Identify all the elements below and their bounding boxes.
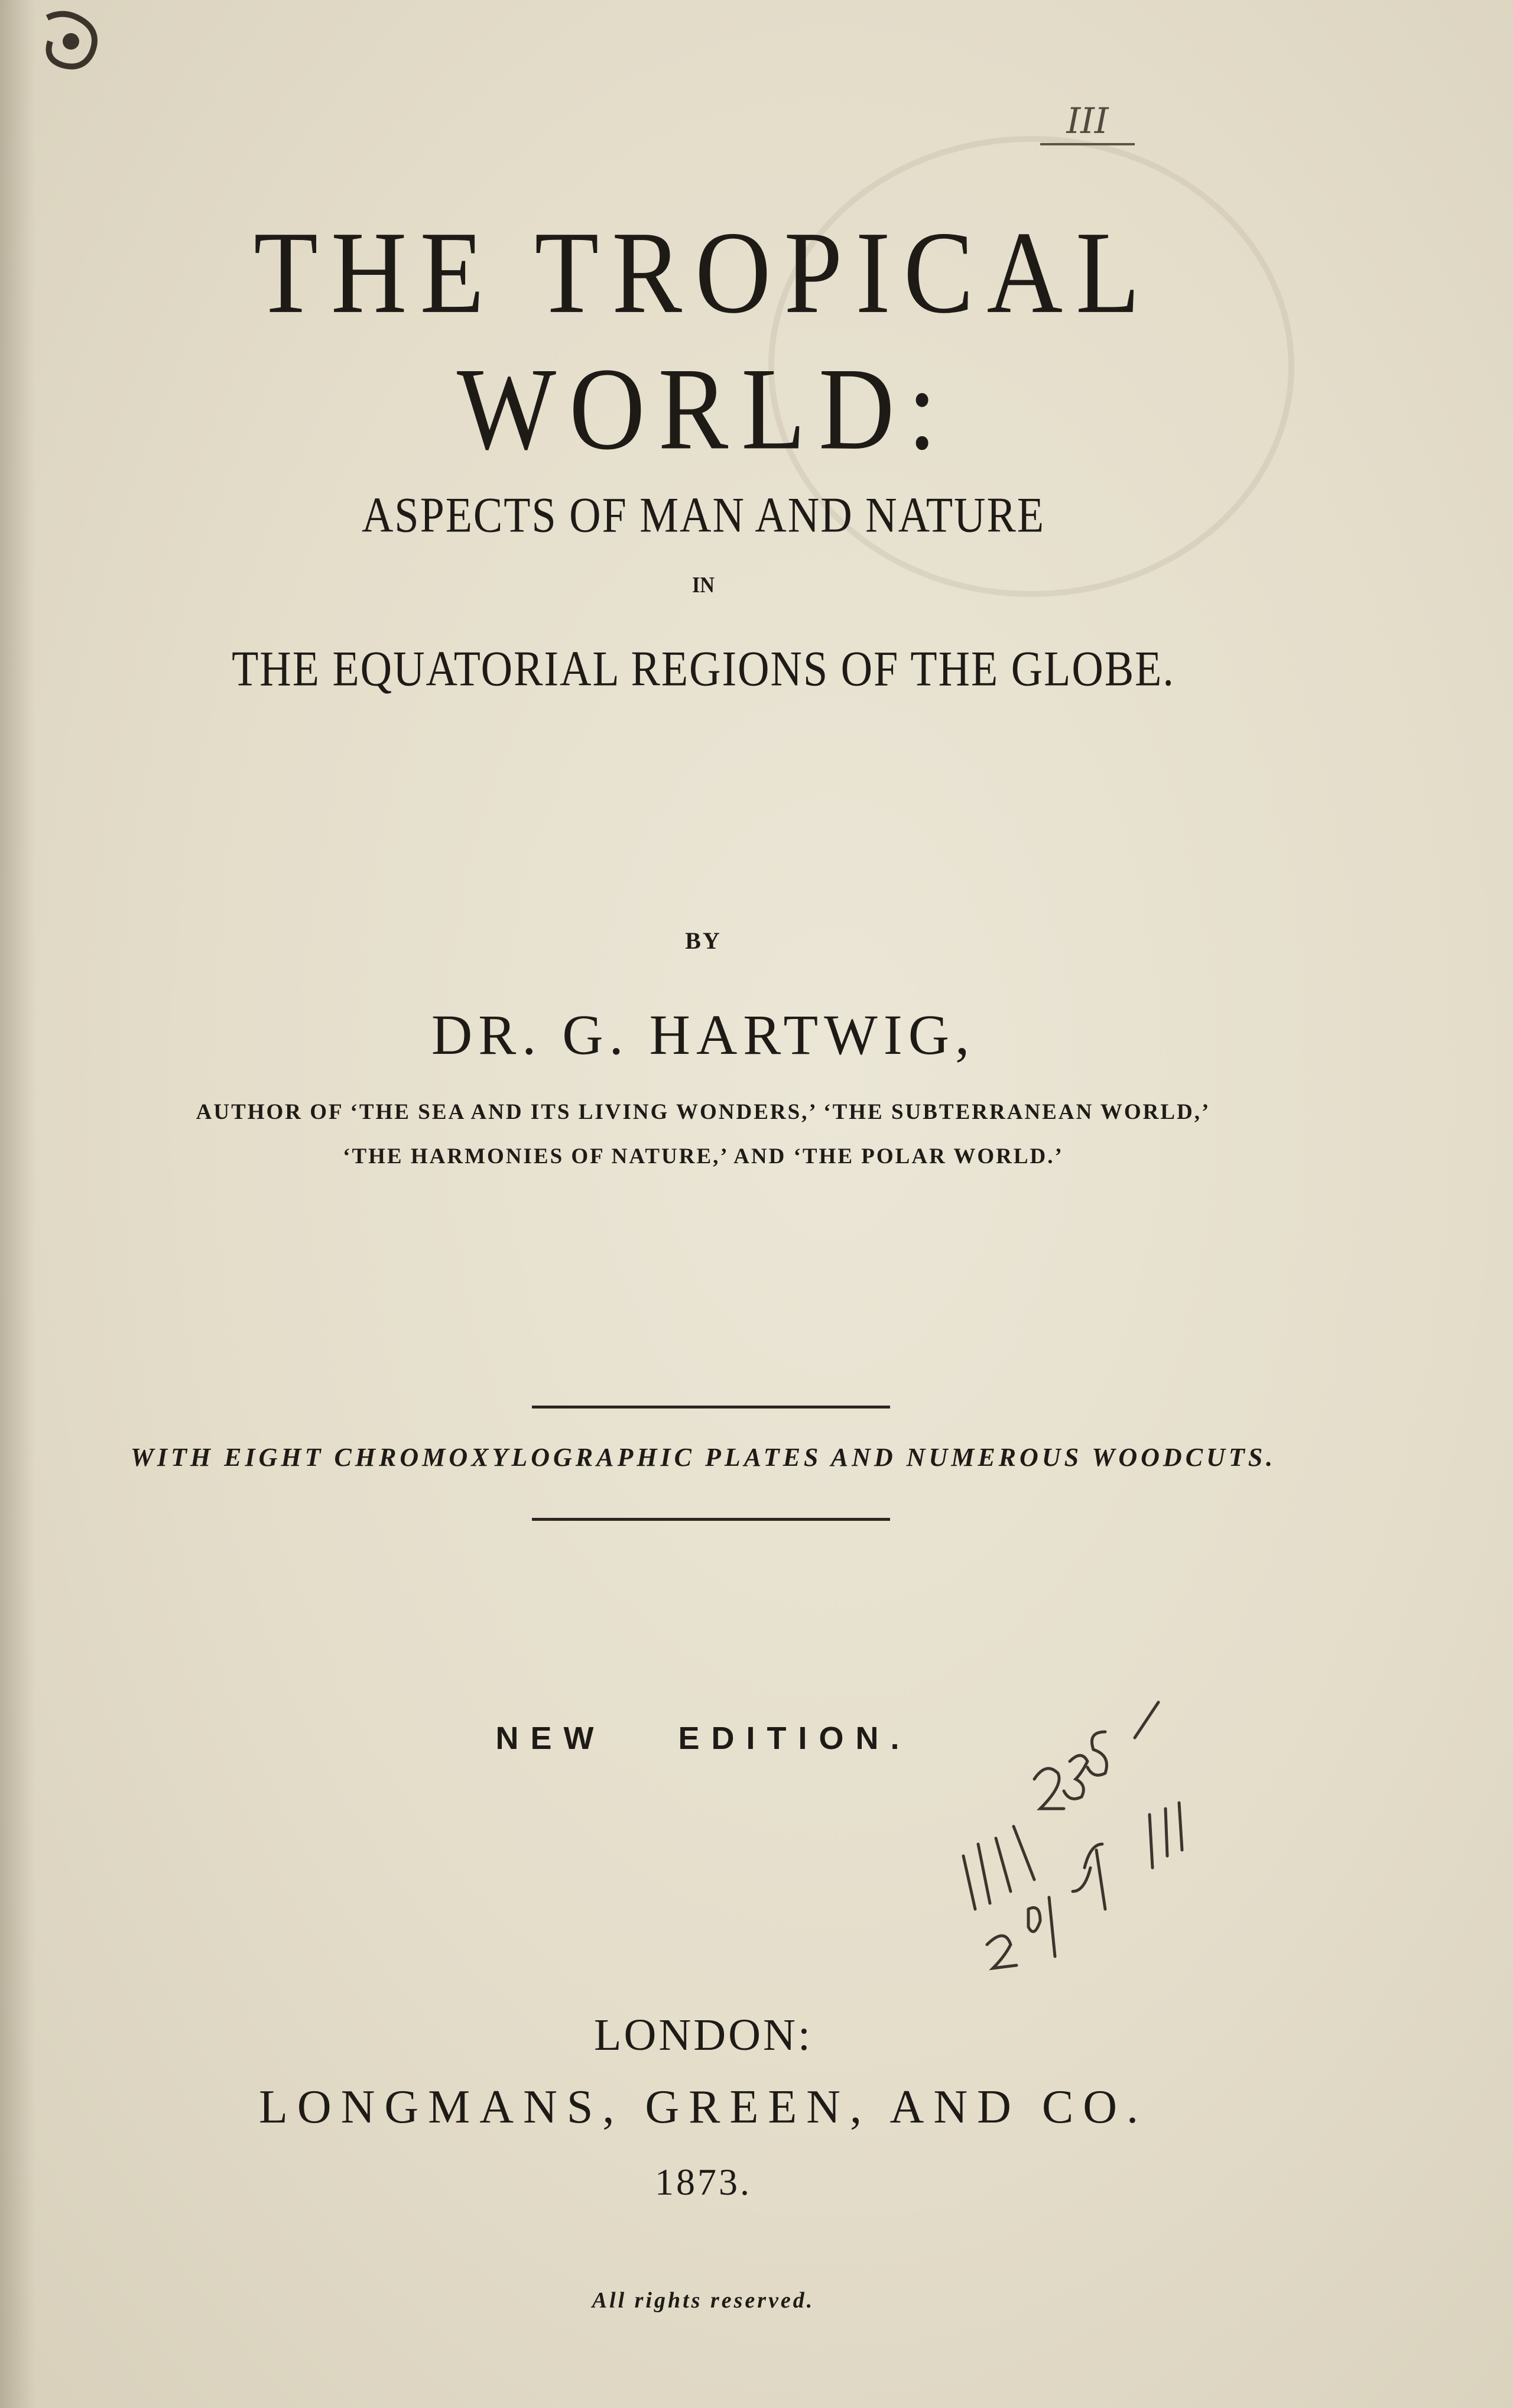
shelfmark: III [1040,100,1135,148]
rights-notice: All rights reserved. [592,2288,815,2313]
subtitle-line-2: THE EQUATORIAL REGIONS OF THE GLOBE. [232,641,1175,697]
author-credits-line-1: AUTHOR OF ‘THE SEA AND ITS LIVING WONDERS,’ ‘THE SUBTERRANEAN WORLD,’ [196,1100,1211,1124]
publisher-name: LONGMANS, GREEN, AND CO. [258,2081,1148,2133]
by-line: BY [685,927,722,954]
edition-word-1: NEW [495,1721,606,1756]
author-name: DR. G. HARTWIG, [431,1003,976,1066]
subtitle-line-1: ASPECTS OF MAN AND NATURE [361,487,1046,544]
library-mark-icon [35,6,118,89]
handwritten-note [946,1696,1217,2004]
book-title: THE TROPICAL WORLD: [254,206,1153,475]
divider-bottom [532,1518,890,1521]
subtitle-in: IN [691,573,715,598]
publication-year: 1873. [655,2161,752,2203]
edition-word-2: EDITION. [678,1721,911,1756]
author-credits-line-2: ‘THE HARMONIES OF NATURE,’ AND ‘THE POLAR WORLD.’ [343,1144,1064,1169]
plates-note: WITH EIGHT CHROMOXYLOGRAPHIC PLATES AND NUMEROUS WOODCUTS. [130,1443,1277,1472]
divider-top [532,1406,890,1409]
publisher-city: LONDON: [594,2010,813,2060]
